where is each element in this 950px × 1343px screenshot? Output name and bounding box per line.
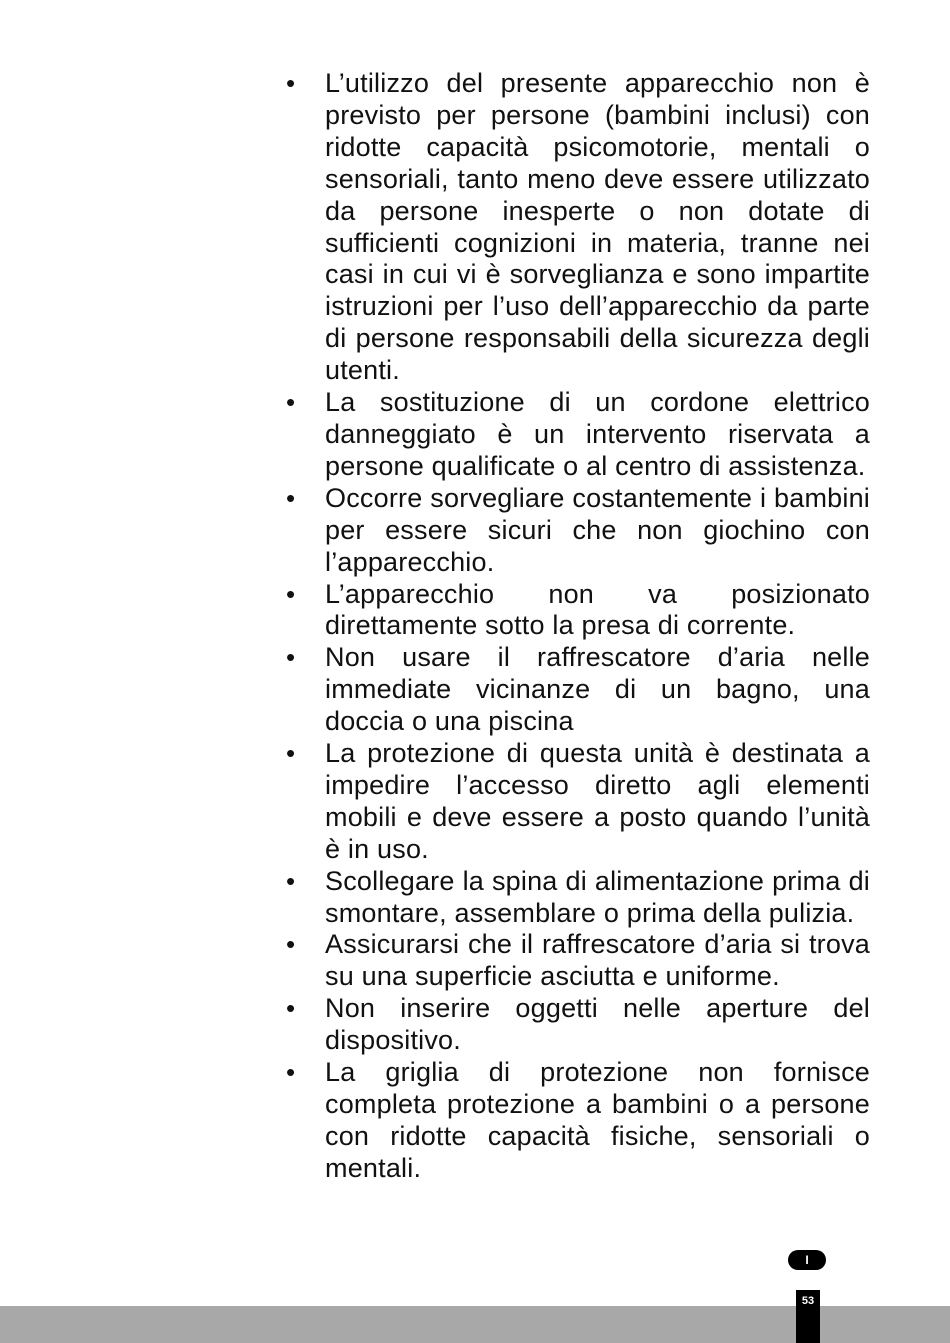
list-item <box>280 387 870 483</box>
list-item <box>280 1057 870 1185</box>
list-item <box>280 642 870 738</box>
list-item <box>280 866 870 930</box>
list-item <box>280 738 870 866</box>
list-item <box>280 993 870 1057</box>
bullet-icon: • <box>286 865 296 896</box>
list-item-text: La sostituzione di un cordone elettrico danneggiato è un intervento riservata a persone qualificate o al centro di assistenza. <box>325 387 870 481</box>
list-item-text: L’utilizzo del presente apparecchio non è previsto per persone (bambini inclusi) con ridotte capacità psicomotorie, mentali o sensoriali, tanto meno deve essere utilizzato da persone inesperte o non dotate di sufficienti cognizioni in materia, tranne nei casi in cui vi è sorveglianza e sono impartite istruzioni per l’uso dell’apparecchio da parte di persone responsabili della sicurezza degli utenti. <box>325 68 870 386</box>
language-badge: I <box>788 1250 826 1270</box>
list-item-text: La protezione di questa unità è destinata a impedire l’accesso diretto agli elementi mobili e deve essere a posto quando l’unità è in uso. <box>325 738 870 864</box>
bullet-icon: • <box>286 642 296 673</box>
bullet-icon: • <box>286 387 296 418</box>
list-item-text: Occorre sorvegliare costantemente i bambini per essere sicuri che non giochino con l’apparecchio. <box>325 482 870 577</box>
list-item <box>280 929 870 993</box>
bullet-icon: • <box>286 578 296 609</box>
bullet-icon: • <box>286 482 296 513</box>
bullet-icon: • <box>286 1057 296 1088</box>
list-item-text: Non usare il raffrescatore d’aria nelle immediate vicinanze di un bagno, una doccia o una piscina <box>325 642 870 737</box>
list-item <box>280 483 870 579</box>
bullet-icon: • <box>286 738 296 769</box>
page-number-tab <box>796 1290 820 1343</box>
list-item-text: Assicurarsi che il raffrescatore d’aria si trova su una superficie asciutta e uniforme. <box>325 929 870 992</box>
bullet-icon: • <box>286 993 296 1024</box>
page-number: 53 <box>801 1295 815 1307</box>
bullet-icon: • <box>286 68 296 98</box>
list-item <box>280 68 870 387</box>
list-item-text: Non inserire oggetti nelle aperture del dispositivo. <box>325 993 870 1056</box>
bullet-icon: • <box>286 929 296 960</box>
list-item-text: Scollegare la spina di alimentazione prima di smontare, assemblare o prima della pulizia. <box>325 865 870 928</box>
safety-instructions-list <box>280 68 870 1185</box>
list-item-text: L’apparecchio non va posizionato direttamente sotto la presa di corrente. <box>325 578 870 641</box>
list-item-text: La griglia di protezione non fornisce completa protezione a bambini o a persone con ridotte capacità fisiche, sensoriali o mentali. <box>325 1057 870 1183</box>
list-item <box>280 579 870 643</box>
